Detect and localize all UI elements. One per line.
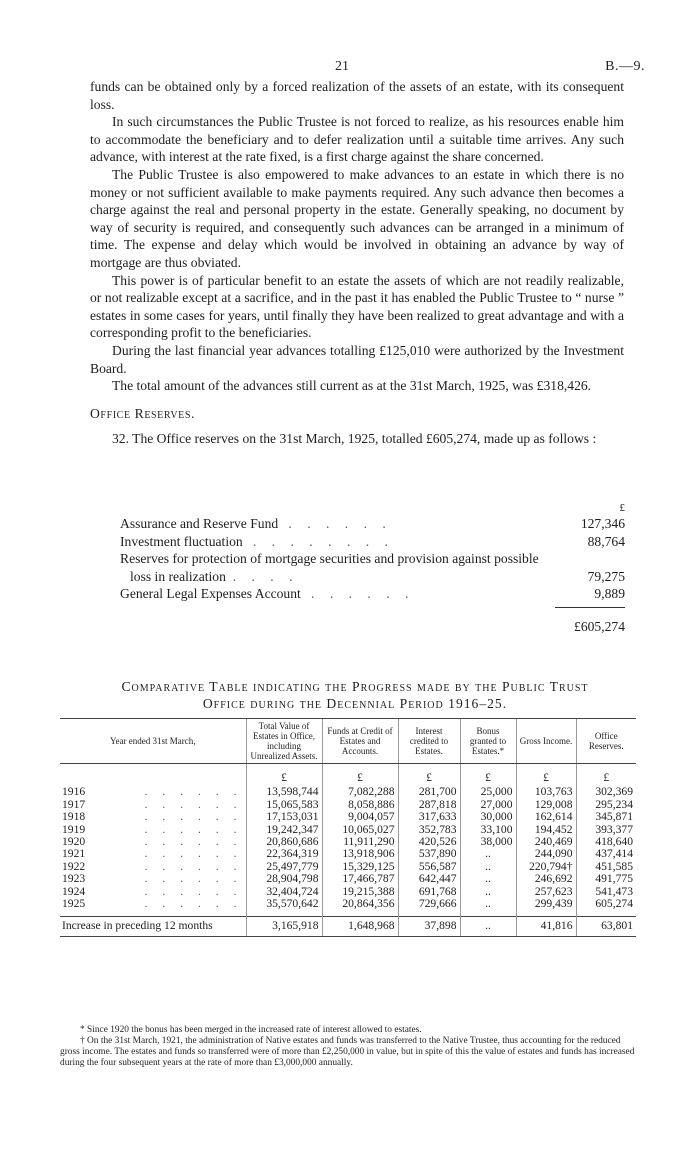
document-reference: B.—9. [605,59,645,74]
table-cell [60,873,246,885]
footnotes [60,1025,636,1069]
currency-symbol: £ [460,764,516,787]
table-cell: 1,648,968 [322,917,398,936]
table-cell: 281,700 [398,786,460,798]
table-cell: 19,215,388 [322,886,398,898]
leader-dots: . . . . . . [144,884,243,898]
currency-symbol: £ [619,502,625,514]
reserve-label: Reserves for protection of mortgage securities and provision against possible loss in realization [120,551,539,584]
table-header-row [60,719,636,764]
paragraph: In such circumstances the Public Trustee is not forced to realize, as his resources enable him to accommodate the beneficiary and to defer realization until a suitable time arrives. Any such advance, with interest at the rate fixed, is a first charge against the share concerned. [90,114,624,165]
table-cell: .. [460,848,516,860]
table-cell: 437,414 [576,848,636,860]
reserve-item [120,585,625,603]
table-cell: 451,585 [576,861,636,873]
reserve-value: 79,275 [587,568,625,584]
column-header: Funds at Credit of Estates and Accounts. [322,719,398,764]
table-cell: .. [460,898,516,910]
table-title [60,678,650,712]
reserve-label: Assurance and Reserve Fund [120,516,279,531]
table-title-line: Comparative Table indicating the Progress made by the Public Trust [121,679,589,694]
table-cell: 25,497,779 [246,861,322,873]
year-label: 1922 [62,859,86,873]
paragraph: During the last financial year advances totalling £125,010 were authorized by the Investment Board. [90,342,624,376]
table-cell [60,898,246,910]
reserve-label: General Legal Expenses Account [120,586,301,602]
table-cell: 345,871 [576,811,636,823]
column-header: Total Value of Estates in Office, including Unrealized Assets. [246,719,322,764]
column-header: Year ended 31st March, [60,719,246,764]
table-row [60,873,636,885]
table-title-line: Office during the Decennial Period 1916–25. [202,696,508,711]
table-cell: 220,794† [516,861,576,873]
table-cell [60,786,246,798]
leader-dots: . . . . . . [144,785,243,799]
paragraph: funds can be obtained only by a forced realization of the assets of an estate, with its consequent loss. [90,79,624,112]
table-cell: 27,000 [460,799,516,811]
year-label: 1919 [62,822,86,836]
table-cell: 17,466,787 [322,873,398,885]
table-cell: 9,004,057 [322,811,398,823]
paragraph: The total amount of the advances still current as at the 31st March, 1925, was £318,426. [112,378,592,394]
table-cell: 28,904,798 [246,873,322,885]
year-label: 1924 [62,884,86,898]
table-cell: 691,768 [398,886,460,898]
reserve-value: 9,889 [594,586,625,602]
table-cell: 103,763 [516,786,576,798]
paragraph: The Public Trustee is also empowered to make advances to an estate in which there is no money or not sufficient available to make payments required. Any such advance then becomes a charge against the real and personal property in the estate. Generally speaking, no document by way of security is required, and consequently such advances can be arranged in a minimum of time. The expense and delay which would be involved in obtaining an advance by way of mortgage are thus obviated. [90,166,624,270]
table-cell: 33,100 [460,824,516,836]
table-cell: 244,090 [516,848,576,860]
reserve-label: Investment fluctuation [120,533,243,549]
table-row [60,811,636,823]
table-cell: .. [460,917,516,936]
leader-dots: . . . . . . . . [252,533,394,549]
table-cell: 556,587 [398,861,460,873]
year-label: 1917 [62,797,86,811]
year-label: 1920 [62,835,86,849]
table-cell: 537,890 [398,848,460,860]
table-cell: 15,329,125 [322,861,398,873]
currency-symbol: £ [322,764,398,787]
table-cell: 20,860,686 [246,836,322,848]
reserve-item [120,550,625,585]
table-cell: 17,153,031 [246,811,322,823]
table-cell: 41,816 [516,917,576,936]
table-cell: 605,274 [576,898,636,910]
table-cell: 10,065,027 [322,824,398,836]
table-cell: .. [460,861,516,873]
table-cell: 491,775 [576,873,636,885]
year-label: 1918 [62,810,86,824]
table-cell: Increase in preceding 12 months [60,917,246,936]
table-cell: 35,570,642 [246,898,322,910]
table-cell: 13,598,744 [246,786,322,798]
year-label: 1916 [62,785,86,799]
year-label: 1925 [62,897,86,911]
table-cell: 30,000 [460,811,516,823]
page-number: 21 [335,59,349,74]
table-cell [60,848,246,860]
table-cell: 642,447 [398,873,460,885]
table-cell: 22,364,319 [246,848,322,860]
table-cell: 257,623 [516,886,576,898]
table-cell: 418,640 [576,836,636,848]
leader-dots: . . . . . . [144,872,243,886]
table-cell: 20,864,356 [322,898,398,910]
table-cell: 63,801 [576,917,636,936]
table-cell: 129,008 [516,799,576,811]
table-cell: 352,783 [398,824,460,836]
reserves-total: £605,274 [574,618,625,634]
reserve-item [120,533,625,551]
table-cell: 162,614 [516,811,576,823]
footnote: † On the 31st March, 1921, the administration of Native estates and funds was transferred to the Native Trustee, thus accounting for the reduced gross income. The estates and funds so transferred were of more than £2,250,000 in value, but in spite of this the value of estates and funds has increased during the four subsequent years at the rate of more than £3,000,000 annually. [60,1036,635,1068]
paragraph: This power is of particular benefit to an estate the assets of which are not readily realizable, or not realizable except at a sacrifice, and in the past it has enabled the Public Trustee to “ nurse ” estates in some cases for years, until finally they have been realized to great advantage and with a corresponding profit to the beneficiaries. [90,272,624,341]
section-heading: Office Reserves. [90,405,196,421]
table-cell: 15,065,583 [246,799,322,811]
reserves-list [120,502,625,636]
comparative-table [60,718,636,937]
body-text [90,78,624,448]
year-label: 1923 [62,872,86,886]
table-cell: 37,898 [398,917,460,936]
currency-symbol: £ [576,764,636,787]
table-cell: 13,918,906 [322,848,398,860]
paragraph: 32. The Office reserves on the 31st March, 1925, totalled £605,274, made up as follows : [112,431,597,447]
table-cell: .. [460,886,516,898]
table-cell: 287,818 [398,799,460,811]
reserve-value: 88,764 [587,533,625,549]
year-label: 1921 [62,847,86,861]
table-cell: 8,058,886 [322,799,398,811]
column-header: Bonus granted to Estates.* [460,719,516,764]
leader-dots: . . . . . . [144,835,243,849]
table-cell: 19,242,347 [246,824,322,836]
column-header: Gross Income. [516,719,576,764]
leader-dots: . . . . . . [311,586,415,602]
leader-dots: . . . . . . [288,516,392,531]
footnote: * Since 1920 the bonus has been merged in the increased rate of interest allowed to estates. [80,1025,422,1035]
table-cell: 420,526 [398,836,460,848]
table-cell [60,811,246,823]
leader-dots: . . . . . . [144,810,243,824]
table-cell: 11,911,290 [322,836,398,848]
leader-dots: . . . . . . [144,822,243,836]
reserve-value: 127,346 [580,516,625,531]
column-header: Interest credited to Estates. [398,719,460,764]
table-cell: 3,165,918 [246,917,322,936]
table-cell: 38,000 [460,836,516,848]
table-row [60,786,636,798]
currency-symbol: £ [398,764,460,787]
table-cell: 240,469 [516,836,576,848]
leader-dots: . . . . . . [144,847,243,861]
leader-dots: . . . . [232,568,299,584]
leader-dots: . . . . . . [144,897,243,911]
reserve-item [120,515,625,533]
table-cell: 317,633 [398,811,460,823]
column-header: Office Reserves. [576,719,636,764]
currency-row [60,764,636,787]
currency-symbol: £ [246,764,322,787]
leader-dots: . . . . . . [144,797,243,811]
table-cell: 25,000 [460,786,516,798]
leader-dots: . . . . . . [144,859,243,873]
table-row [60,848,636,860]
table-cell: 194,452 [516,824,576,836]
table-row [60,898,636,910]
increase-row [60,917,636,936]
table-cell: 7,082,288 [322,786,398,798]
table-cell: 541,473 [576,886,636,898]
table-cell: 393,377 [576,824,636,836]
table-cell: 295,234 [576,799,636,811]
total-rule [555,607,625,608]
table-cell: 729,666 [398,898,460,910]
table-cell: 299,439 [516,898,576,910]
table-cell: 302,369 [576,786,636,798]
table-cell: 32,404,724 [246,886,322,898]
currency-symbol: £ [516,764,576,787]
table-cell: .. [460,873,516,885]
table-cell: 246,692 [516,873,576,885]
